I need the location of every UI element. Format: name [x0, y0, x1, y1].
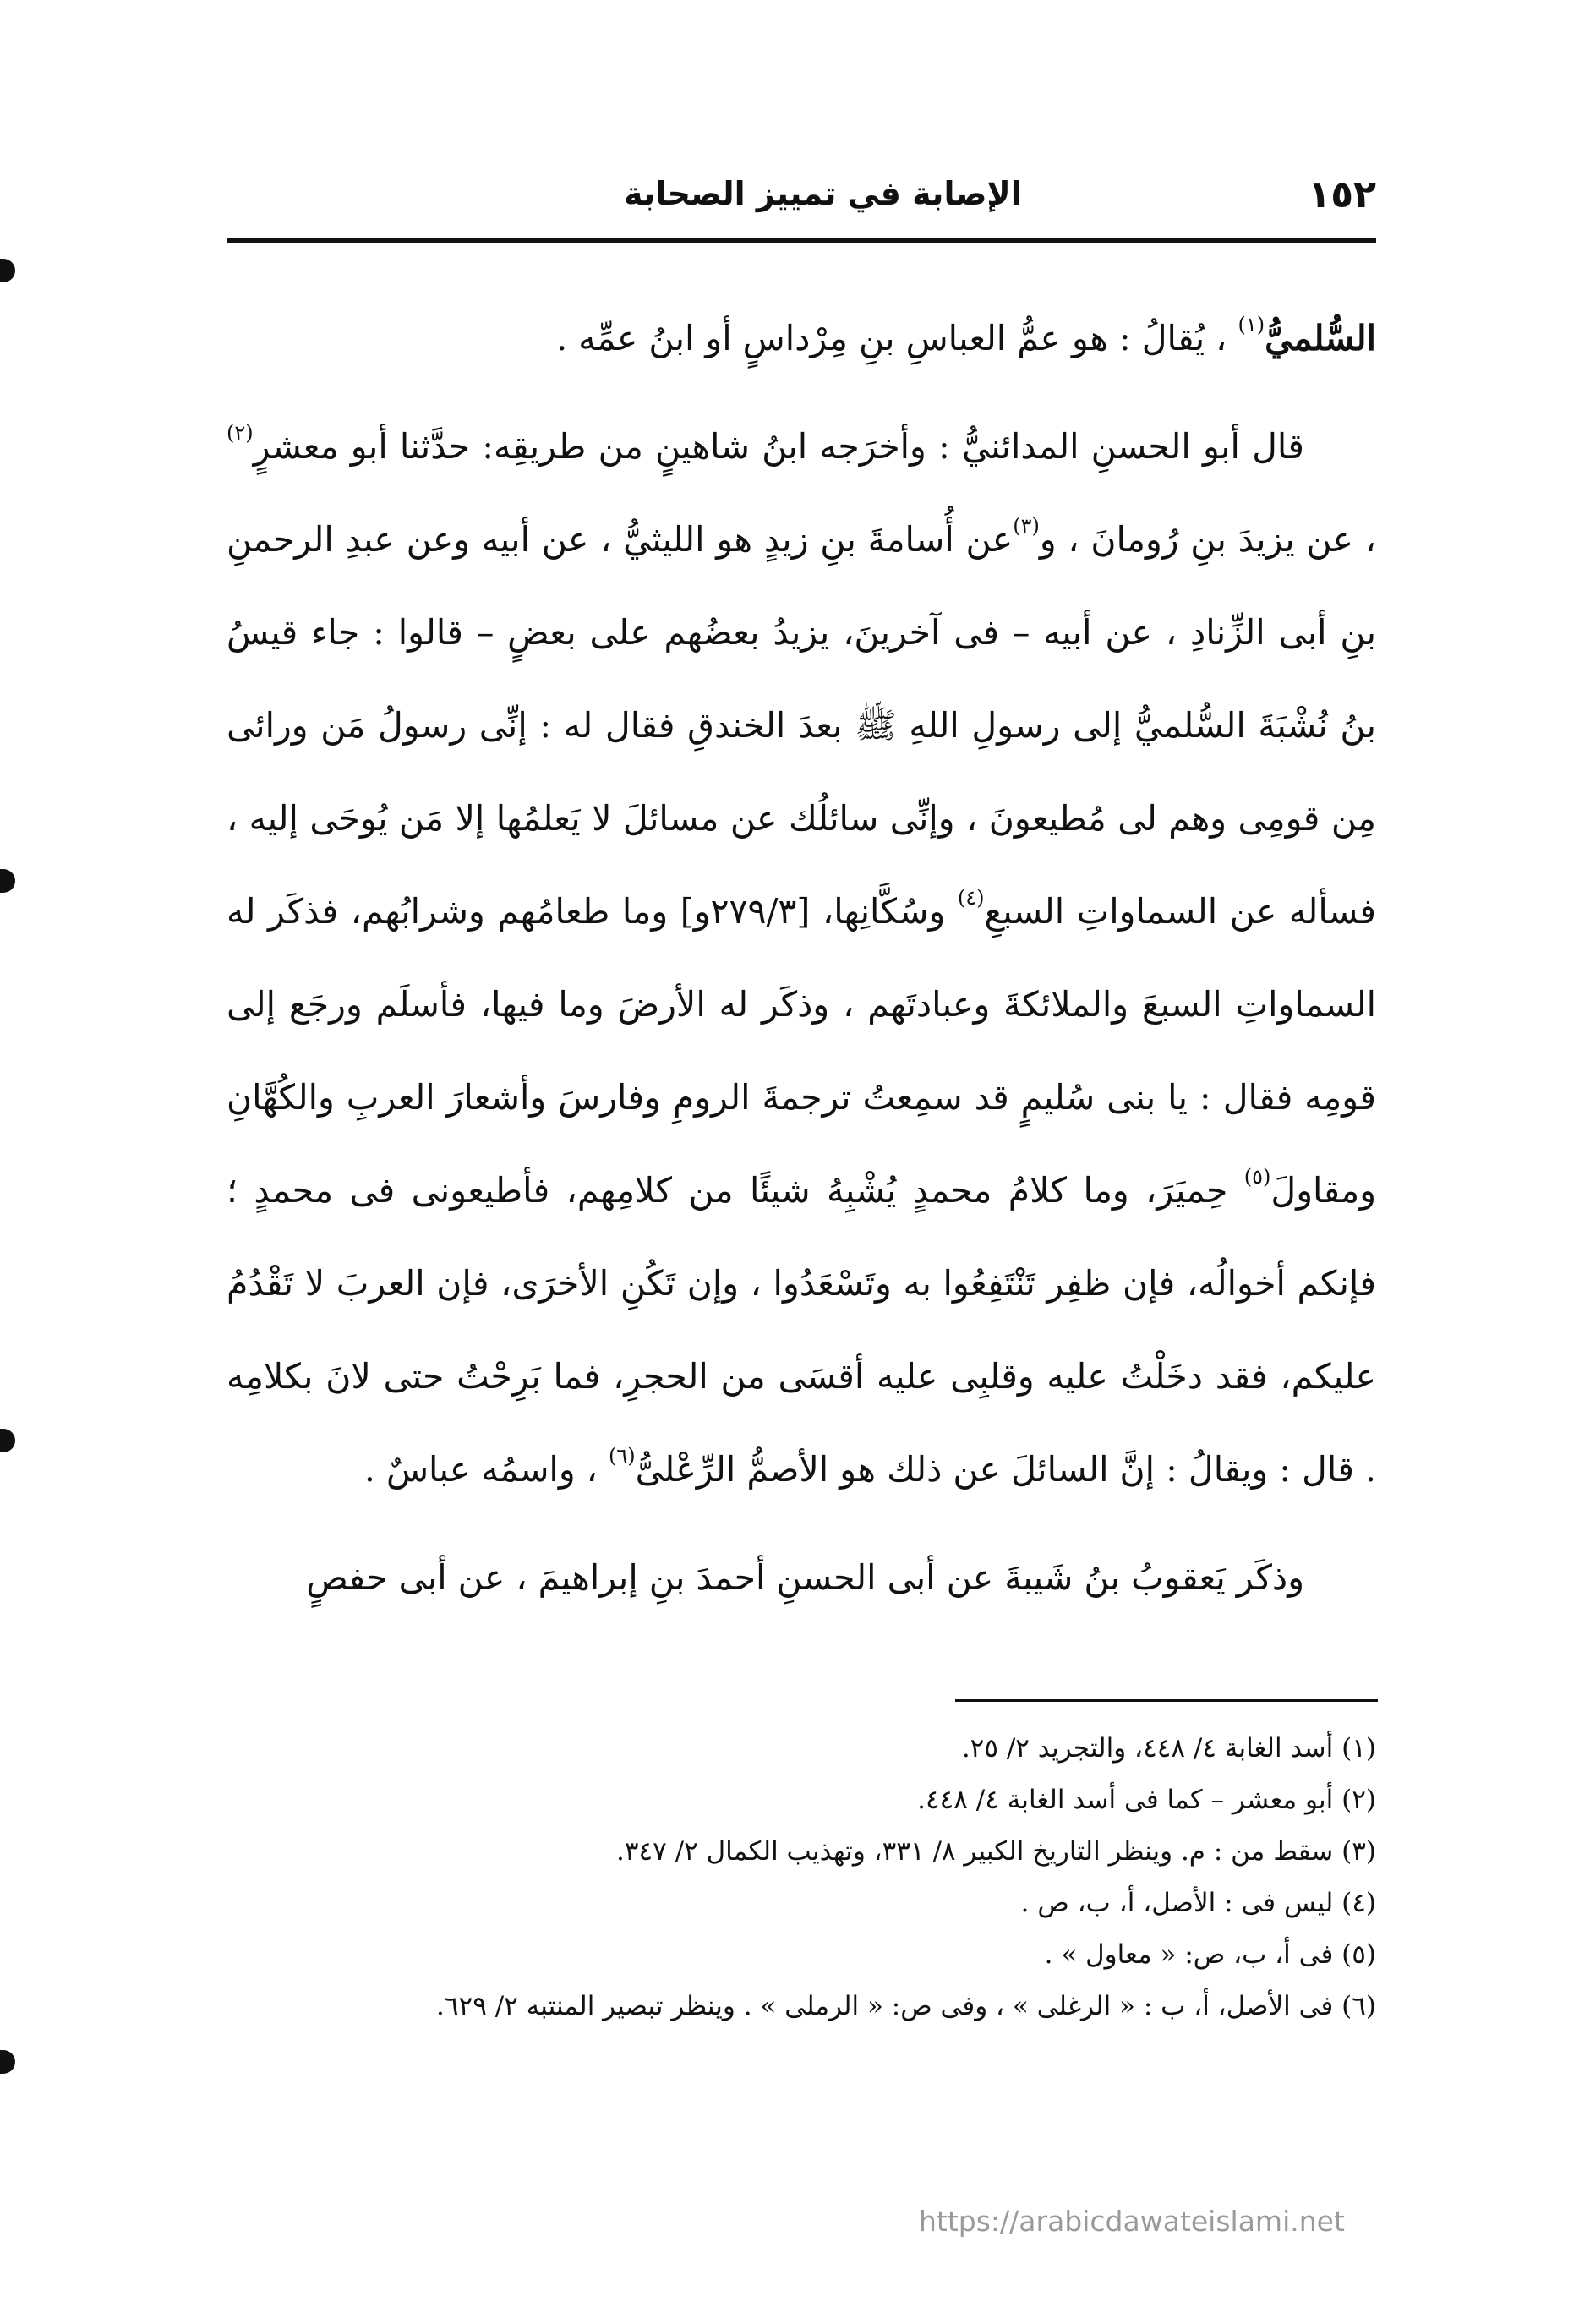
entry-name: السُّلميُّ	[1265, 318, 1376, 358]
footnote-ref-3: (٣)	[1013, 514, 1040, 538]
footnote-6: (٦) فى الأصل، أ، ب : « الرغلى » ، وفى ص: « الرملى » . وينظر تبصير المنتبه ٢/ ٦٢٩.	[436, 1991, 1376, 2021]
footnote-5: (٥) فى أ، ب، ص: « معاول » .	[1044, 1939, 1376, 1970]
scan-mark	[0, 259, 15, 282]
paragraph-2	[227, 400, 1376, 1516]
footnote-2: (٢) أبو معشر – كما فى أسد الغابة ٤/ ٤٤٨.	[917, 1785, 1376, 1815]
footnotes	[227, 1723, 1376, 2032]
footnote-3: (٣) سقط من : م. وينظر التاريخ الكبير ٨/ ٣٣١، وتهذيب الكمال ٢/ ٣٤٧.	[616, 1836, 1376, 1867]
paragraph-1-text: ، يُقالُ : هو عمُّ العباسِ بنِ مِرْداسٍ أو ابنُ عمِّه .	[556, 318, 1238, 358]
footnote-1: (١) أسد الغابة ٤/ ٤٤٨، والتجريد ٢/ ٢٥.	[961, 1733, 1376, 1764]
paragraph-2-part-2: ، عن يزيدَ بنِ رُومانَ ، و	[1039, 519, 1377, 560]
paragraph-2-part-5: حِميَرَ، وما كلامُ محمدٍ يُشْبِهُ شيئًا من كلامِهم، فأطيعونى فى محمدٍ ؛ فإنكم أخوالُه، فإن ظفِر تَنْتَفِعُوا به وتَسْعَدُوا ، وإن تَكُنِ الأخرَى، فإن العربَ لا تَقْدُمُ عليكم، فقد دخَلْتُ عليه وقلبِى عليه أقسَى من الحجرِ، فما بَرِحْتُ حتى لانَ بكلامِه . قال : ويقالُ : إنَّ السائلَ عن ذلك هو الأصمُّ الرِّعْلىُّ	[227, 1170, 1376, 1490]
footnote-ref-6: (٦)	[608, 1444, 636, 1468]
book-title: الإصابة في تمييز الصحابة	[624, 175, 1022, 212]
scan-mark	[0, 1429, 15, 1452]
footnote-ref-4: (٤)	[957, 886, 985, 910]
scan-mark	[0, 869, 15, 893]
page-header	[227, 173, 1376, 224]
paragraph-2-part-1: قال أبو الحسنِ المدائنيُّ : وأخرَجه ابنُ شاهينٍ من طريقِه: حدَّثنا أبو معشرٍ	[253, 426, 1304, 467]
paragraph-1	[227, 292, 1376, 385]
header-rule	[227, 238, 1376, 243]
paragraph-3: وذكَر يَعقوبُ بنُ شَيبةَ عن أبى الحسنِ أحمدَ بنِ إبراهيمَ ، عن أبى حفصٍ	[306, 1557, 1304, 1598]
paragraph-2-part-4: وسُكَّانِها، [٢٧٩/٣و] وما طعامُهم وشرابُهم، فذكَر له السماواتِ السبعَ والملائكةَ وعبادتَهم ، وذكَر له الأرضَ وما فيها، فأسلَم ورجَع إلى قومِه فقال : يا بنى سُليمٍ قد سمِعتُ ترجمةَ الرومِ وفارسَ وأشعارَ العربِ والكُهَّانِ ومقاولَ	[227, 891, 1376, 1211]
page-number: ١٥٢	[1308, 173, 1376, 216]
body-text	[227, 292, 1376, 1624]
footnote-rule	[955, 1699, 1378, 1702]
footnote-4: (٤) ليس فى : الأصل، أ، ب، ص .	[1020, 1888, 1376, 1918]
footnote-ref-2: (٢)	[227, 421, 254, 445]
scan-mark	[0, 2050, 15, 2074]
footnote-ref-5: (٥)	[1243, 1165, 1271, 1189]
watermark-url: https://arabicdawateislami.net	[919, 2205, 1345, 2238]
footnote-ref-1: (١)	[1238, 313, 1265, 336]
paragraph-2-part-3: عن أُسامةَ بنِ زيدٍ هو الليثيُّ ، عن أبيه وعن عبدِ الرحمنِ بنِ أبى الزِّنادِ ، عن أبيه – فى آخرينَ، يزيدُ بعضُهم على بعضٍ – قالوا : جاء قيسُ بنُ نُشْبَةَ السُّلميُّ إلى رسولِ اللهِ ﷺ بعدَ الخندقِ فقال له : إنِّى رسولُ مَن ورائى مِن قومِى وهم لى مُطيعونَ ، وإنِّى سائلُك عن مسائلَ لا يَعلمُها إلا مَن يُوحَى إليه ، فسأله عن السماواتِ السبعِ	[227, 519, 1376, 932]
paragraph-2-part-6: ، واسمُه عباسٌ .	[363, 1449, 609, 1490]
